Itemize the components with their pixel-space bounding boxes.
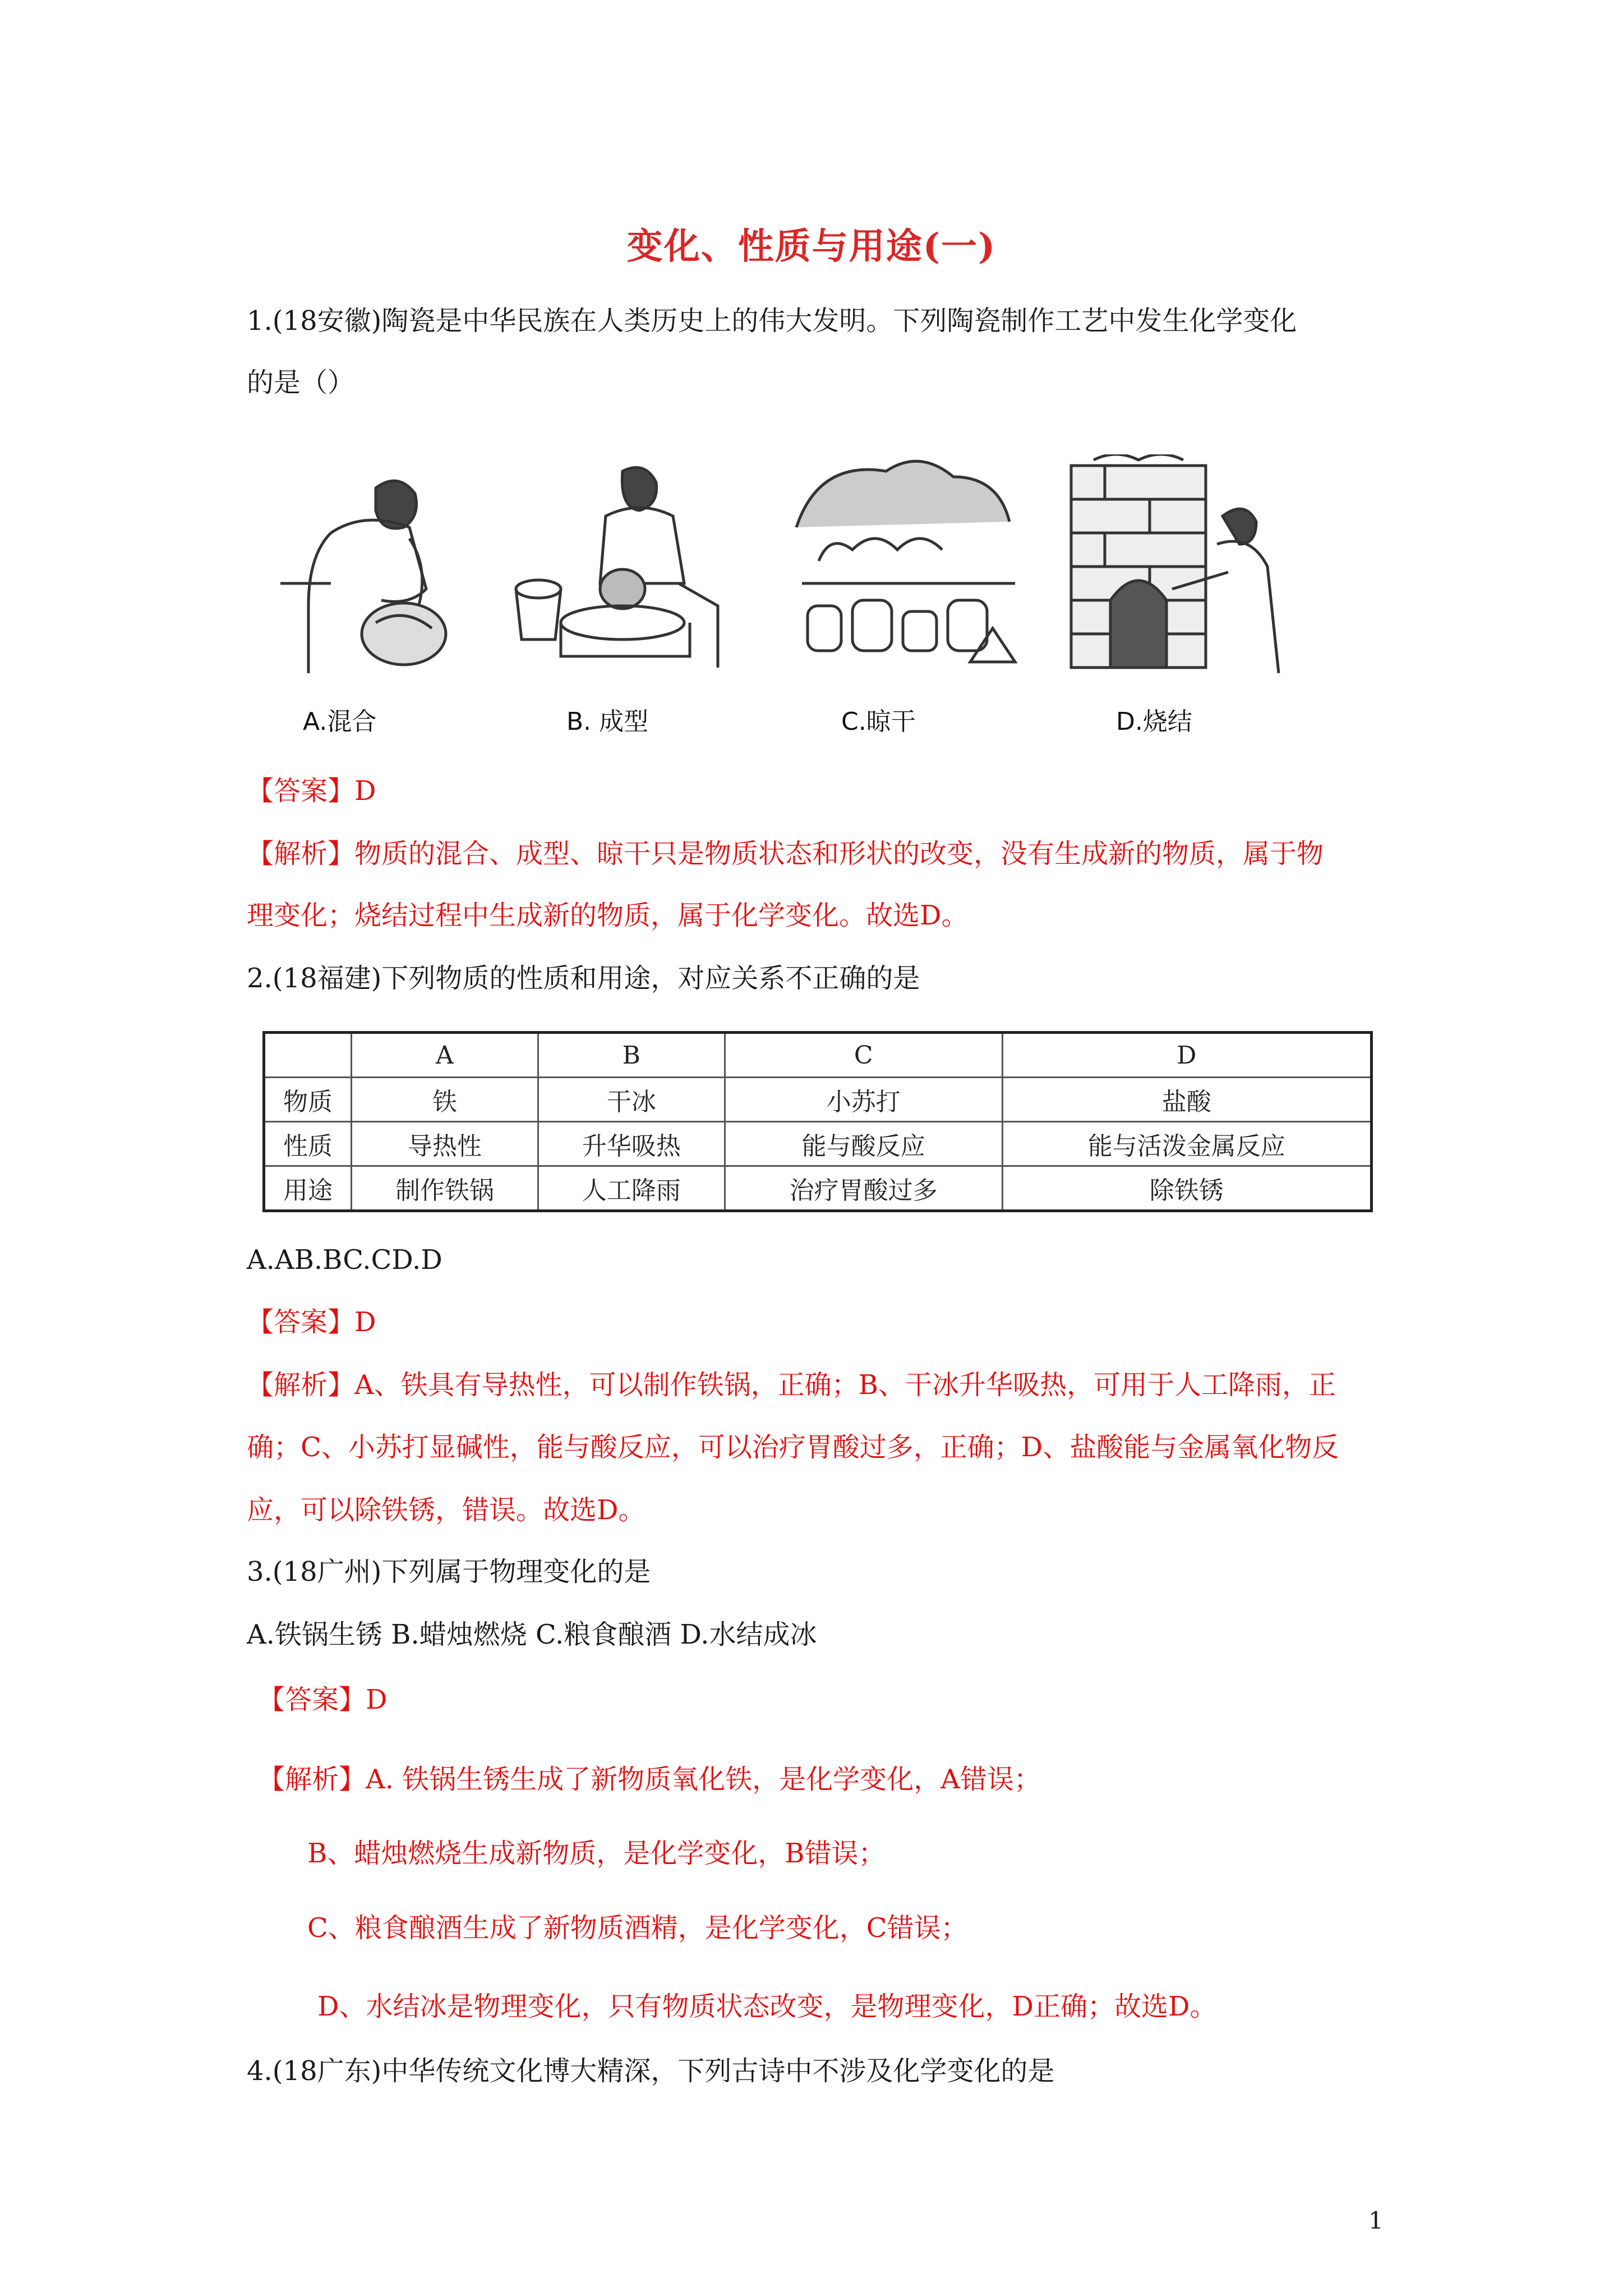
table-cell: 导热性 xyxy=(352,1122,538,1166)
q1-stem-line2: 的是（） xyxy=(247,367,355,398)
q1-caption-c: C.晾干 xyxy=(841,707,916,736)
table-row-label: 性质 xyxy=(264,1122,352,1166)
table-cell: 升华吸热 xyxy=(538,1122,725,1166)
table-header-d: D xyxy=(1002,1033,1371,1078)
page-number: 1 xyxy=(1368,2207,1384,2234)
table-cell: 干冰 xyxy=(538,1078,725,1122)
table-cell: 人工降雨 xyxy=(538,1166,725,1211)
table-row xyxy=(264,1122,1372,1166)
q3-answer: 【答案】D xyxy=(258,1684,388,1715)
illustration-sintering xyxy=(1060,454,1307,679)
table-row-label: 物质 xyxy=(264,1078,352,1122)
table-cell: 小苏打 xyxy=(725,1078,1002,1122)
q2-analysis-line2: 确；C、小苏打显碱性，能与酸反应，可以治疗胃酸过多，正确；D、盐酸能与金属氧化物反 xyxy=(247,1432,1339,1463)
q1-answer: 【答案】D xyxy=(247,775,376,807)
q2-analysis-line1: 【解析】A、铁具有导热性，可以制作铁锅，正确；B、干冰升华吸热，可用于人工降雨，正 xyxy=(247,1369,1336,1401)
q3-analysis-c: C、粮食酿酒生成了新物质酒精，是化学变化，C错误； xyxy=(307,1912,968,1944)
q1-caption-b: B. 成型 xyxy=(566,707,649,736)
table-cell: 能与酸反应 xyxy=(725,1122,1002,1166)
q1-stem-line1: 1.(18安徽)陶瓷是中华民族在人类历史上的伟大发明。下列陶瓷制作工艺中发生化学变化 xyxy=(247,305,1297,337)
q3-analysis-d: D、水结冰是物理变化，只有物质状态改变，是物理变化，D正确；故选D。 xyxy=(317,1991,1217,2022)
table-cell: 铁 xyxy=(352,1078,538,1122)
q1-analysis-line2: 理变化；烧结过程中生成新的物质，属于化学变化。故选D。 xyxy=(247,900,969,931)
table-cell: 能与活泼金属反应 xyxy=(1002,1122,1371,1166)
q2-answer: 【答案】D xyxy=(247,1306,376,1338)
q3-options: A.铁锅生锈 B.蜡烛燃烧 C.粮食酿酒 D.水结成冰 xyxy=(247,1619,817,1650)
table-header-row xyxy=(264,1033,1372,1078)
q2-stem: 2.(18福建)下列物质的性质和用途，对应关系不正确的是 xyxy=(247,963,920,994)
page-title: 变化、性质与用途(一) xyxy=(626,226,997,268)
table-header-b: B xyxy=(538,1033,725,1078)
table-row-label: 用途 xyxy=(264,1166,352,1211)
table-header-a: A xyxy=(352,1033,538,1078)
illustration-shaping xyxy=(510,454,746,679)
illustration-drying xyxy=(785,449,1032,684)
q4-stem: 4.(18广东)中华传统文化博大精深，下列古诗中不涉及化学变化的是 xyxy=(247,2055,1055,2087)
table-row xyxy=(264,1166,1372,1211)
q1-analysis-line1: 【解析】物质的混合、成型、晾干只是物质状态和形状的改变，没有生成新的物质，属于物 xyxy=(247,838,1324,869)
q2-analysis-line3: 应，可以除铁锈，错误。故选D。 xyxy=(247,1494,645,1526)
table-cell: 治疗胃酸过多 xyxy=(725,1166,1002,1211)
table-header-c: C xyxy=(725,1033,1002,1078)
table-cell: 制作铁锅 xyxy=(352,1166,538,1211)
q1-caption-d: D.烧结 xyxy=(1116,707,1192,736)
table-cell xyxy=(264,1033,352,1078)
q2-options: A.AB.BC.CD.D xyxy=(247,1244,442,1276)
table-row xyxy=(264,1078,1372,1122)
q3-analysis-a: 【解析】A. 铁锅生锈生成了新物质氧化铁，是化学变化，A错误； xyxy=(258,1764,1041,1795)
q3-stem: 3.(18广州)下列属于物理变化的是 xyxy=(247,1556,651,1588)
table-cell: 盐酸 xyxy=(1002,1078,1371,1122)
illustration-mixing xyxy=(247,454,482,679)
q1-caption-a: A.混合 xyxy=(303,707,377,736)
q3-analysis-b: B、蜡烛燃烧生成新物质，是化学变化，B错误； xyxy=(307,1838,886,1869)
properties-table xyxy=(262,1031,1373,1212)
table-cell: 除铁锈 xyxy=(1002,1166,1371,1211)
